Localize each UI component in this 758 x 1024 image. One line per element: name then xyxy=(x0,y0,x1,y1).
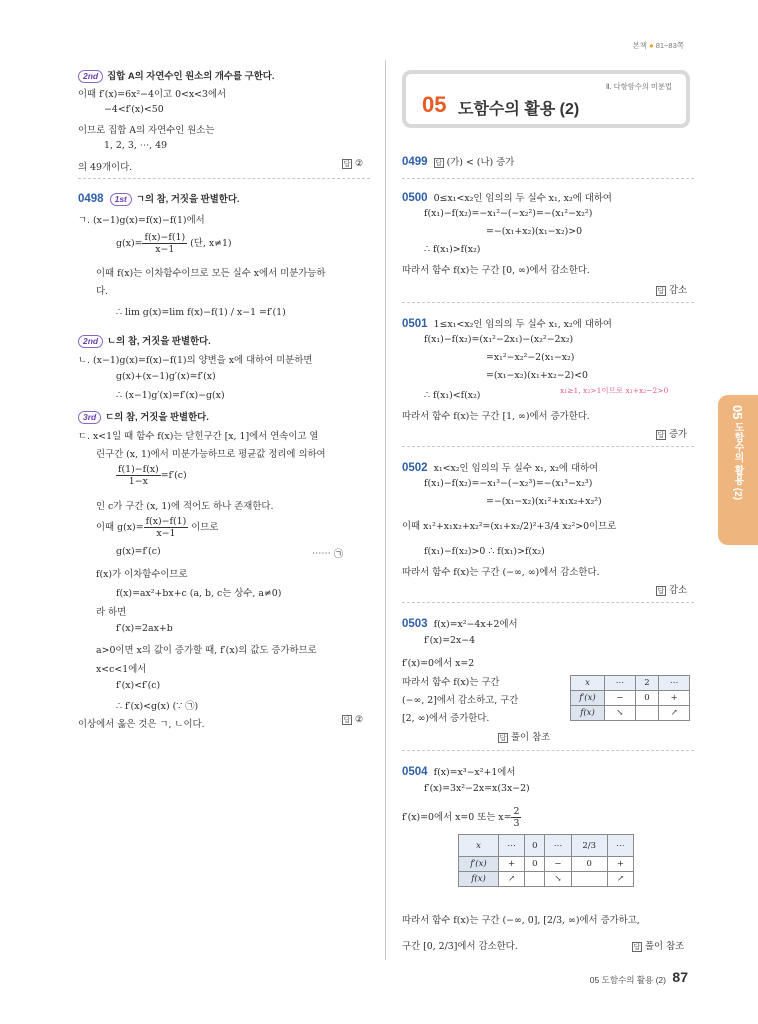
formula-line: f(x₁)−f(x₂)=−x₁²−(−x₂²)=−(x₁²−x₂²) xyxy=(424,208,593,219)
problem-0500: 0500 0≤x₁<x₂인 임의의 두 실수 x₁, x₂에 대하여 xyxy=(402,192,612,204)
text-line: [2, ∞)에서 증가한다. xyxy=(402,713,490,724)
step-text: ㄱ의 참, 거짓을 판별한다. xyxy=(135,193,240,204)
formula-line: g(x)=f′(c) xyxy=(116,546,161,557)
formula-line: ∴ f(x₁)<f(x₂) xyxy=(424,390,481,401)
table-cell: 2/3 xyxy=(571,835,607,857)
answer-mark: 답 감소 xyxy=(657,585,688,596)
solution-ref: 답 풀이 참조 xyxy=(633,941,685,952)
table-cell: f′(x) xyxy=(459,857,499,872)
unit-label: Ⅱ. 다항함수의 미분법 xyxy=(605,82,672,91)
table-cell: ↘ xyxy=(605,706,636,721)
sign-table-0504 xyxy=(458,834,634,887)
step-header: 2nd ㄴ의 참, 거짓을 판별한다. xyxy=(78,333,211,348)
formula-line: $\frac{f(1)-f(x)}{1-x}$ =f′(c) xyxy=(118,464,187,487)
text-line: 1, 2, 3, ⋯, 49 xyxy=(104,140,168,151)
formula-line: g(x)+(x−1)g′(x)=f′(x) xyxy=(116,371,216,382)
table-cell: f′(x) xyxy=(571,691,605,706)
side-tab-text: 도함수의 활용 (2) xyxy=(732,422,743,501)
formula-line: f(x₁)−f(x₂)=−x₁³−(−x₂³)=−(x₁³−x₂³) xyxy=(424,478,593,489)
annotation-note: x₁≥1, x₂>1이므로 x₁+x₂−2>0 xyxy=(560,386,669,395)
formula-line: f′(x)=2ax+b xyxy=(116,623,173,634)
text-line: 따라서 함수 f(x)는 구간 xyxy=(402,677,500,688)
table-cell: ↗ xyxy=(659,706,690,721)
table-cell: 0 xyxy=(525,835,545,857)
page-ref: 본책 ● 81~83쪽 xyxy=(632,41,684,50)
formula-line: ∴ (x−1)g′(x)=f′(x)−g(x) xyxy=(116,390,225,401)
problem-0501: 0501 1≤x₁<x₂인 임의의 두 실수 x₁, x₂에 대하여 xyxy=(402,318,612,330)
divider xyxy=(402,602,694,603)
text-line: −4<f′(x)<50 xyxy=(104,104,164,115)
problem-0504: 0504 f(x)=x³−x²+1에서 xyxy=(402,766,516,778)
table-cell: ↗ xyxy=(607,872,633,887)
side-tab-number: 05 xyxy=(730,405,745,420)
table-cell: ⋯ xyxy=(605,676,636,691)
text-line: 따라서 함수 f(x)는 구간 [1, ∞)에서 증가한다. xyxy=(402,411,590,422)
sign-table-0503 xyxy=(570,675,690,721)
answer-mark: 답 ② xyxy=(343,159,364,169)
formula-line: ∴ f′(x)<g(x) (∵ ㉠) xyxy=(116,701,199,712)
text-line: 다. xyxy=(96,286,109,297)
table-cell: 0 xyxy=(635,691,659,706)
text-line: 인 c가 구간 (x, 1)에 적어도 하나 존재한다. xyxy=(96,501,274,512)
table-cell: f(x) xyxy=(459,872,499,887)
formula-line: ∴ lim g(x)=lim f(x)−f(1) / x−1 =f′(1) xyxy=(116,307,286,318)
text-line: 이상에서 옳은 것은 ㄱ, ㄴ이다. xyxy=(78,719,205,730)
table-cell: 0 xyxy=(525,857,545,872)
divider xyxy=(402,178,694,179)
table-cell xyxy=(525,872,545,887)
text-line: 의 49개이다. xyxy=(78,162,133,173)
text-line: 라 하면 xyxy=(96,607,127,618)
step-badge: 2nd 집합 A의 자연수인 원소의 개수를 구한다. xyxy=(78,68,274,83)
step-badge: 1st xyxy=(110,193,132,206)
text-line: ㄷ. x<1일 때 함수 f(x)는 닫힌구간 [x, 1]에서 연속이고 열 xyxy=(78,431,319,442)
divider xyxy=(402,446,694,447)
text-line: 따라서 함수 f(x)는 구간 [0, ∞)에서 감소한다. xyxy=(402,265,590,276)
chapter-title-box xyxy=(402,70,690,128)
answer-mark: 답 ② xyxy=(343,715,364,725)
divider xyxy=(78,178,370,179)
table-cell: x xyxy=(459,835,499,857)
formula-line: f′(x)=2x−4 xyxy=(424,635,476,646)
formula-line: f′(x)=0에서 x=0 또는 x= $\frac{2}{3}$ xyxy=(402,806,520,829)
table-cell: + xyxy=(659,691,690,706)
chapter-number: 05 xyxy=(422,92,447,117)
problem-0503: 0503 f(x)=x²−4x+2에서 xyxy=(402,618,518,630)
formula-line: f′(x)<f′(c) xyxy=(116,680,161,691)
table-cell xyxy=(635,706,659,721)
table-cell: 2 xyxy=(635,676,659,691)
formula-line: f′(x)=3x²−2x=x(3x−2) xyxy=(424,783,530,794)
text-line: (−∞, 2]에서 감소하고, 구간 xyxy=(402,695,519,706)
table-cell: + xyxy=(607,857,633,872)
formula-line: f(x₁)−f(x₂)=(x₁²−2x₁)−(x₂²−2x₂) xyxy=(424,334,574,345)
formula-line: 이때 g(x)= $\frac{f(x)-f(1)}{x-1}$ 이므로 xyxy=(96,516,219,539)
formula-line: f(x₁)−f(x₂)>0 ∴ f(x₁)>f(x₂) xyxy=(424,546,545,557)
formula-line: 이때 x₁²+x₁x₂+x₂²=(x₁+x₂/2)²+3/4 x₂²>0이므로 xyxy=(402,521,617,532)
text-line: 따라서 함수 f(x)는 구간 (−∞, ∞)에서 감소한다. xyxy=(402,567,600,578)
table-cell: ⋯ xyxy=(545,835,571,857)
text-line: 따라서 함수 f(x)는 구간 (−∞, 0], [2/3, ∞)에서 증가하고, xyxy=(402,915,640,926)
text-line: 린구간 (x, 1)에서 미분가능하므로 평균값 정리에 의하여 xyxy=(96,449,326,460)
text-line: ㄴ. (x−1)g(x)=f(x)−f(1)의 양변을 x에 대하여 미분하면 xyxy=(78,355,313,366)
text-line: a>0이면 x의 값이 증가할 때, f′(x)의 값도 증가하므로 xyxy=(96,645,317,656)
answer-mark: 답 증가 xyxy=(657,429,688,440)
step-header: 3rd ㄷ의 참, 거짓을 판별한다. xyxy=(78,409,209,424)
formula-line: ∴ f(x₁)>f(x₂) xyxy=(424,244,481,255)
table-cell: x xyxy=(571,676,605,691)
problem-0502: 0502 x₁<x₂인 임의의 두 실수 x₁, x₂에 대하여 xyxy=(402,462,599,474)
chapter-title: 도함수의 활용 (2) xyxy=(458,101,580,118)
text-line: ㄱ. (x−1)g(x)=f(x)−f(1)에서 xyxy=(78,215,205,226)
table-cell: ⋯ xyxy=(607,835,633,857)
problem-number: 0498 xyxy=(78,193,104,205)
column-divider xyxy=(385,60,386,960)
table-cell: ⋯ xyxy=(659,676,690,691)
solution-ref: 답 풀이 참조 xyxy=(499,732,551,743)
formula-line: g(x)= $\frac{f(x)-f(1)}{x-1}$ (단, x≠1) xyxy=(116,232,232,255)
table-cell: ⋯ xyxy=(499,835,525,857)
table-cell xyxy=(571,872,607,887)
text-line: 이므로 집합 A의 자연수인 원소는 xyxy=(78,125,215,136)
step-text: 집합 A의 자연수인 원소의 개수를 구한다. xyxy=(107,70,275,81)
page-number: 87 xyxy=(672,969,688,985)
chapter-side-tab xyxy=(718,395,758,545)
formula-line: f(x)=ax²+bx+c (a, b, c는 상수, a≠0) xyxy=(116,588,282,599)
table-cell: ↘ xyxy=(545,872,571,887)
formula-line: =x₁²−x₂²−2(x₁−x₂) xyxy=(486,352,575,363)
equation-tag: ⋯⋯ ㉠ xyxy=(312,549,344,560)
text-line: 이때 f′(x)=6x²−4이고 0<x<3에서 xyxy=(78,89,227,100)
table-cell: + xyxy=(499,857,525,872)
formula-line: f′(x)=0에서 x=2 xyxy=(402,658,475,669)
footer-title: 05 도함수의 활용 (2) xyxy=(589,975,666,985)
table-cell: 0 xyxy=(571,857,607,872)
table-cell: ↗ xyxy=(499,872,525,887)
text-line: 이때 f(x)는 이차함수이므로 모든 실수 x에서 미분가능하 xyxy=(96,268,326,279)
text-line: 구간 [0, 2/3]에서 감소한다. xyxy=(402,941,518,952)
text-line: x<c<1에서 xyxy=(96,664,147,675)
table-cell: f(x) xyxy=(571,706,605,721)
table-cell: − xyxy=(545,857,571,872)
formula-line: =−(x₁−x₂)(x₁²+x₁x₂+x₂²) xyxy=(486,496,602,507)
divider xyxy=(402,750,694,751)
divider xyxy=(402,302,694,303)
problem-0499: 0499 답 (가) < (나) 증가 xyxy=(402,156,515,168)
answer-mark: 답 감소 xyxy=(657,285,688,296)
formula-line: =(x₁−x₂)(x₁+x₂−2)<0 xyxy=(486,370,589,381)
formula-line: =−(x₁+x₂)(x₁−x₂)>0 xyxy=(486,226,583,237)
problem-0498-header xyxy=(78,191,239,206)
text-line: f(x)가 이차함수이므로 xyxy=(96,569,188,580)
table-cell: − xyxy=(605,691,636,706)
